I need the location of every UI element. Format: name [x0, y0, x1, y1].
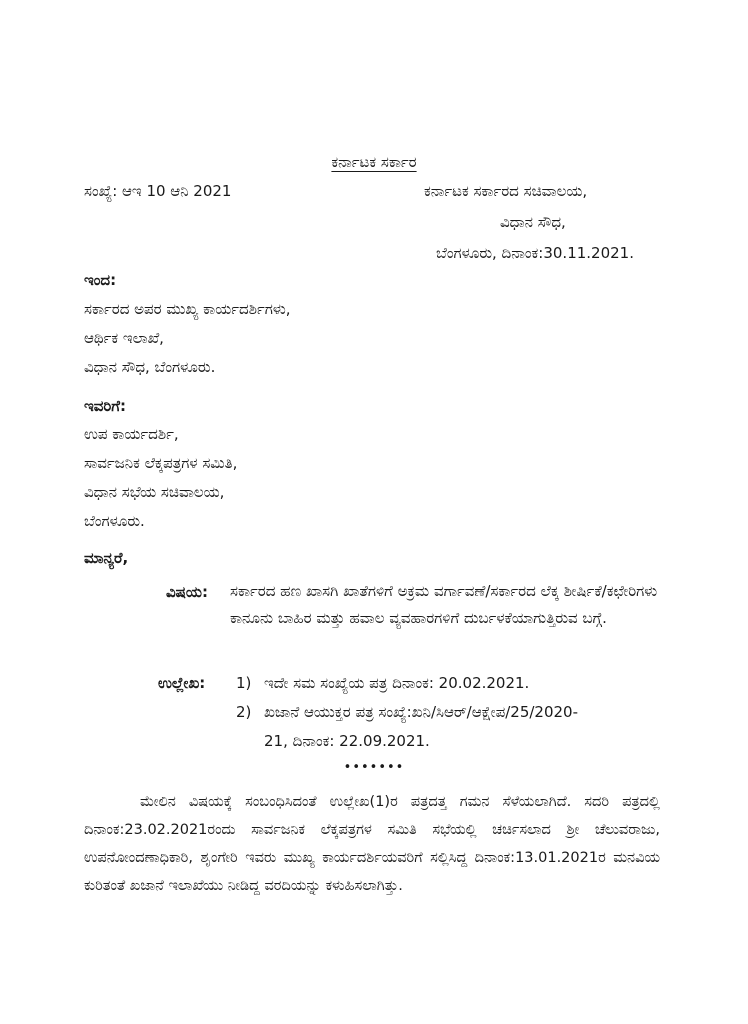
office-line-2: ವಿಧಾನ ಸೌಧ,: [500, 213, 566, 231]
reference-item-2-cont: 21, ದಿನಾಂಕ: 22.09.2021.: [264, 732, 430, 750]
from-line: ಸರ್ಕಾರದ ಅಪರ ಮುಖ್ಯ ಕಾರ್ಯದರ್ಶಿಗಳು,: [84, 300, 291, 318]
from-line: ವಿಧಾನ ಸೌಧ, ಬೆಂಗಳೂರು.: [84, 358, 216, 376]
to-line: ಸಾರ್ವಜನಿಕ ಲೆಕ್ಕಪತ್ರಗಳ ಸಮಿತಿ,: [84, 454, 238, 472]
reference-number-1: 1): [236, 674, 252, 692]
subject-label: ವಿಷಯ:: [166, 583, 208, 601]
reference-item-2: ಖಜಾನೆ ಆಯುಕ್ತರ ಪತ್ರ ಸಂಖ್ಯೆ:ಖನಿ/ಸಿಆರ್/ಆಕ್ಷೇಪ/25/2020-: [264, 703, 579, 721]
reference-number-2: 2): [236, 703, 252, 721]
office-line-1: ಕರ್ನಾಟಕ ಸರ್ಕಾರದ ಸಚಿವಾಲಯ,: [424, 182, 588, 200]
to-line: ವಿಧಾನ ಸಭೆಯ ಸಚಿವಾಲಯ,: [84, 483, 225, 501]
from-label: ಇಂದ:: [84, 271, 117, 289]
reference-number: ಸಂಖ್ಯೆ: ಆಇ 10 ಆನಿ 2021: [84, 182, 232, 200]
body-paragraph: ಮೇಲಿನ ವಿಷಯಕ್ಕೆ ಸಂಬಂಧಿಸಿದಂತೆ ಉಲ್ಲೇಖ(1)ರ ಪತ್ರದತ್ತ ಗಮನ ಸೆಳೆಯಲಾಗಿದೆ. ಸದರಿ ಪತ್ರದಲ್ಲಿ ದಿನಾಂಕ:23.02.2021ರಂದು ಸಾರ್ವಜನಿಕ ಲೆಕ್ಕಪತ್ರಗಳ ಸಮಿತಿ ಸಭೆಯಲ್ಲಿ ಚರ್ಚಿಸಲಾದ ಶ್ರೀ ಚೆಲುವರಾಜು, ಉಪನೋಂದಣಾಧಿಕಾರಿ, ಶೃಂಗೇರಿ ಇವರು ಮುಖ್ಯ ಕಾರ್ಯದರ್ಶಿಯವರಿಗೆ ಸಲ್ಲಿಸಿದ್ದ ದಿನಾಂಕ:13.01.2021ರ ಮನವಿಯ ಕುರಿತಂತೆ ಖಜಾನೆ ಇಲಾಖೆಯು ನೀಡಿದ್ದ ವರದಿಯನ್ನು ಕಳುಹಿಸಲಾಗಿತ್ತು.: [84, 794, 660, 894]
to-label: ಇವರಿಗೆ:: [84, 397, 127, 415]
separator-dots: •••••••: [343, 760, 405, 775]
letter-date: ಬೆಂಗಳೂರು, ದಿನಾಂಕ:30.11.2021.: [436, 244, 634, 262]
salutation: ಮಾನ್ಯರೆ,: [84, 549, 129, 567]
from-line: ಆರ್ಥಿಕ ಇಲಾಖೆ,: [84, 329, 164, 347]
references-label: ಉಲ್ಲೇಖ:: [158, 674, 206, 692]
letter-heading: ಕರ್ನಾಟಕ ಸರ್ಕಾರ: [331, 153, 417, 171]
reference-item-1: ಇದೇ ಸಮ ಸಂಖ್ಯೆಯ ಪತ್ರ ದಿನಾಂಕ: 20.02.2021.: [264, 674, 530, 692]
to-line: ಬೆಂಗಳೂರು.: [84, 512, 145, 530]
to-line: ಉಪ ಕಾರ್ಯದರ್ಶಿ,: [84, 425, 179, 443]
subject-text: ಸರ್ಕಾರದ ಹಣ ಖಾಸಗಿ ಖಾತೆಗಳಿಗೆ ಅಕ್ರಮ ವರ್ಗಾವಣೆ/ಸರ್ಕಾರದ ಲೆಕ್ಕ ಶೀರ್ಷಿಕೆ/ಕಛೇರಿಗಳು ಕಾನೂನು ಬಾಹಿರ ಮತ್ತು ಹವಾಲ ವ್ಯವಹಾರಗಳಿಗೆ ದುರ್ಬಳಕೆಯಾಗುತ್ತಿರುವ ಬಗ್ಗೆ.: [230, 582, 658, 627]
